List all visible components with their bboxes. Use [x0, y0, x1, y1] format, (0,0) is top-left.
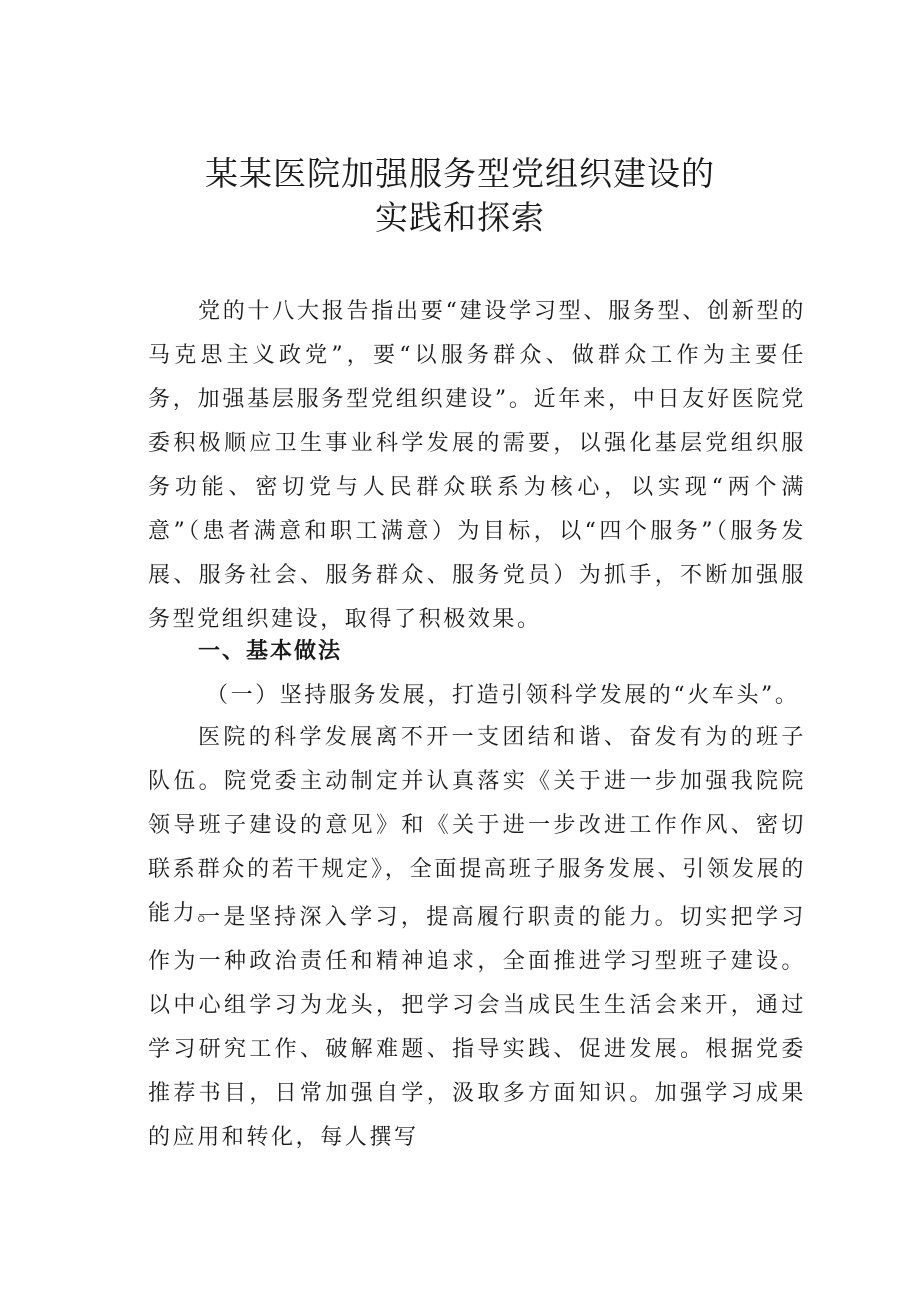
- body-paragraph: 一是坚持深入学习，提高履行职责的能力。切实把学习作为一种政治责任和精神追求，全面推进学习型班子建设。以中心组学习为龙头，把学习会当成民生生活会来开，通过学习研究工作、破解难题、指导实践、促进发展。根据党委推荐书目，日常加强自学，汲取多方面知识。加强学习成果的应用和转化，每人撰写: [148, 905, 806, 1150]
- body-paragraph: 医院的科学发展离不开一支团结和谐、奋发有为的班子队伍。院党委主动制定并认真落实《关于进一步加强我院院领导班子建设的意见》和《关于进一步改进工作作风、密切联系群众的若干规定》，全面提高班子服务发展、引领发展的能力。: [148, 725, 806, 926]
- section-heading: 一、基本做法: [198, 639, 343, 664]
- intro-paragraph: 党的十八大报告指出要“建设学习型、服务型、创新型的马克思主义政党”，要“以服务群众、做群众工作为主要任务，加强基层服务型党组织建设”。近年来，中日友好医院党委积极顺应卫生事业科学发展的需要，以强化基层党组织服务功能、密切党与人民群众联系为核心，以实现“两个满意”（患者满意和职工满意）为目标，以“四个服务”（服务发展、服务社会、服务群众、服务党员）为抓手，不断加强服务型党组织建设，取得了积极效果。: [148, 299, 806, 632]
- title-line-1: 某某医院加强服务型党组织建设的: [205, 154, 715, 193]
- document-title: [0, 152, 920, 240]
- subsection-heading: （一）坚持服务发展，打造引领科学发展的“火车头”。: [206, 683, 800, 708]
- title-line-2: 实践和探索: [375, 198, 545, 237]
